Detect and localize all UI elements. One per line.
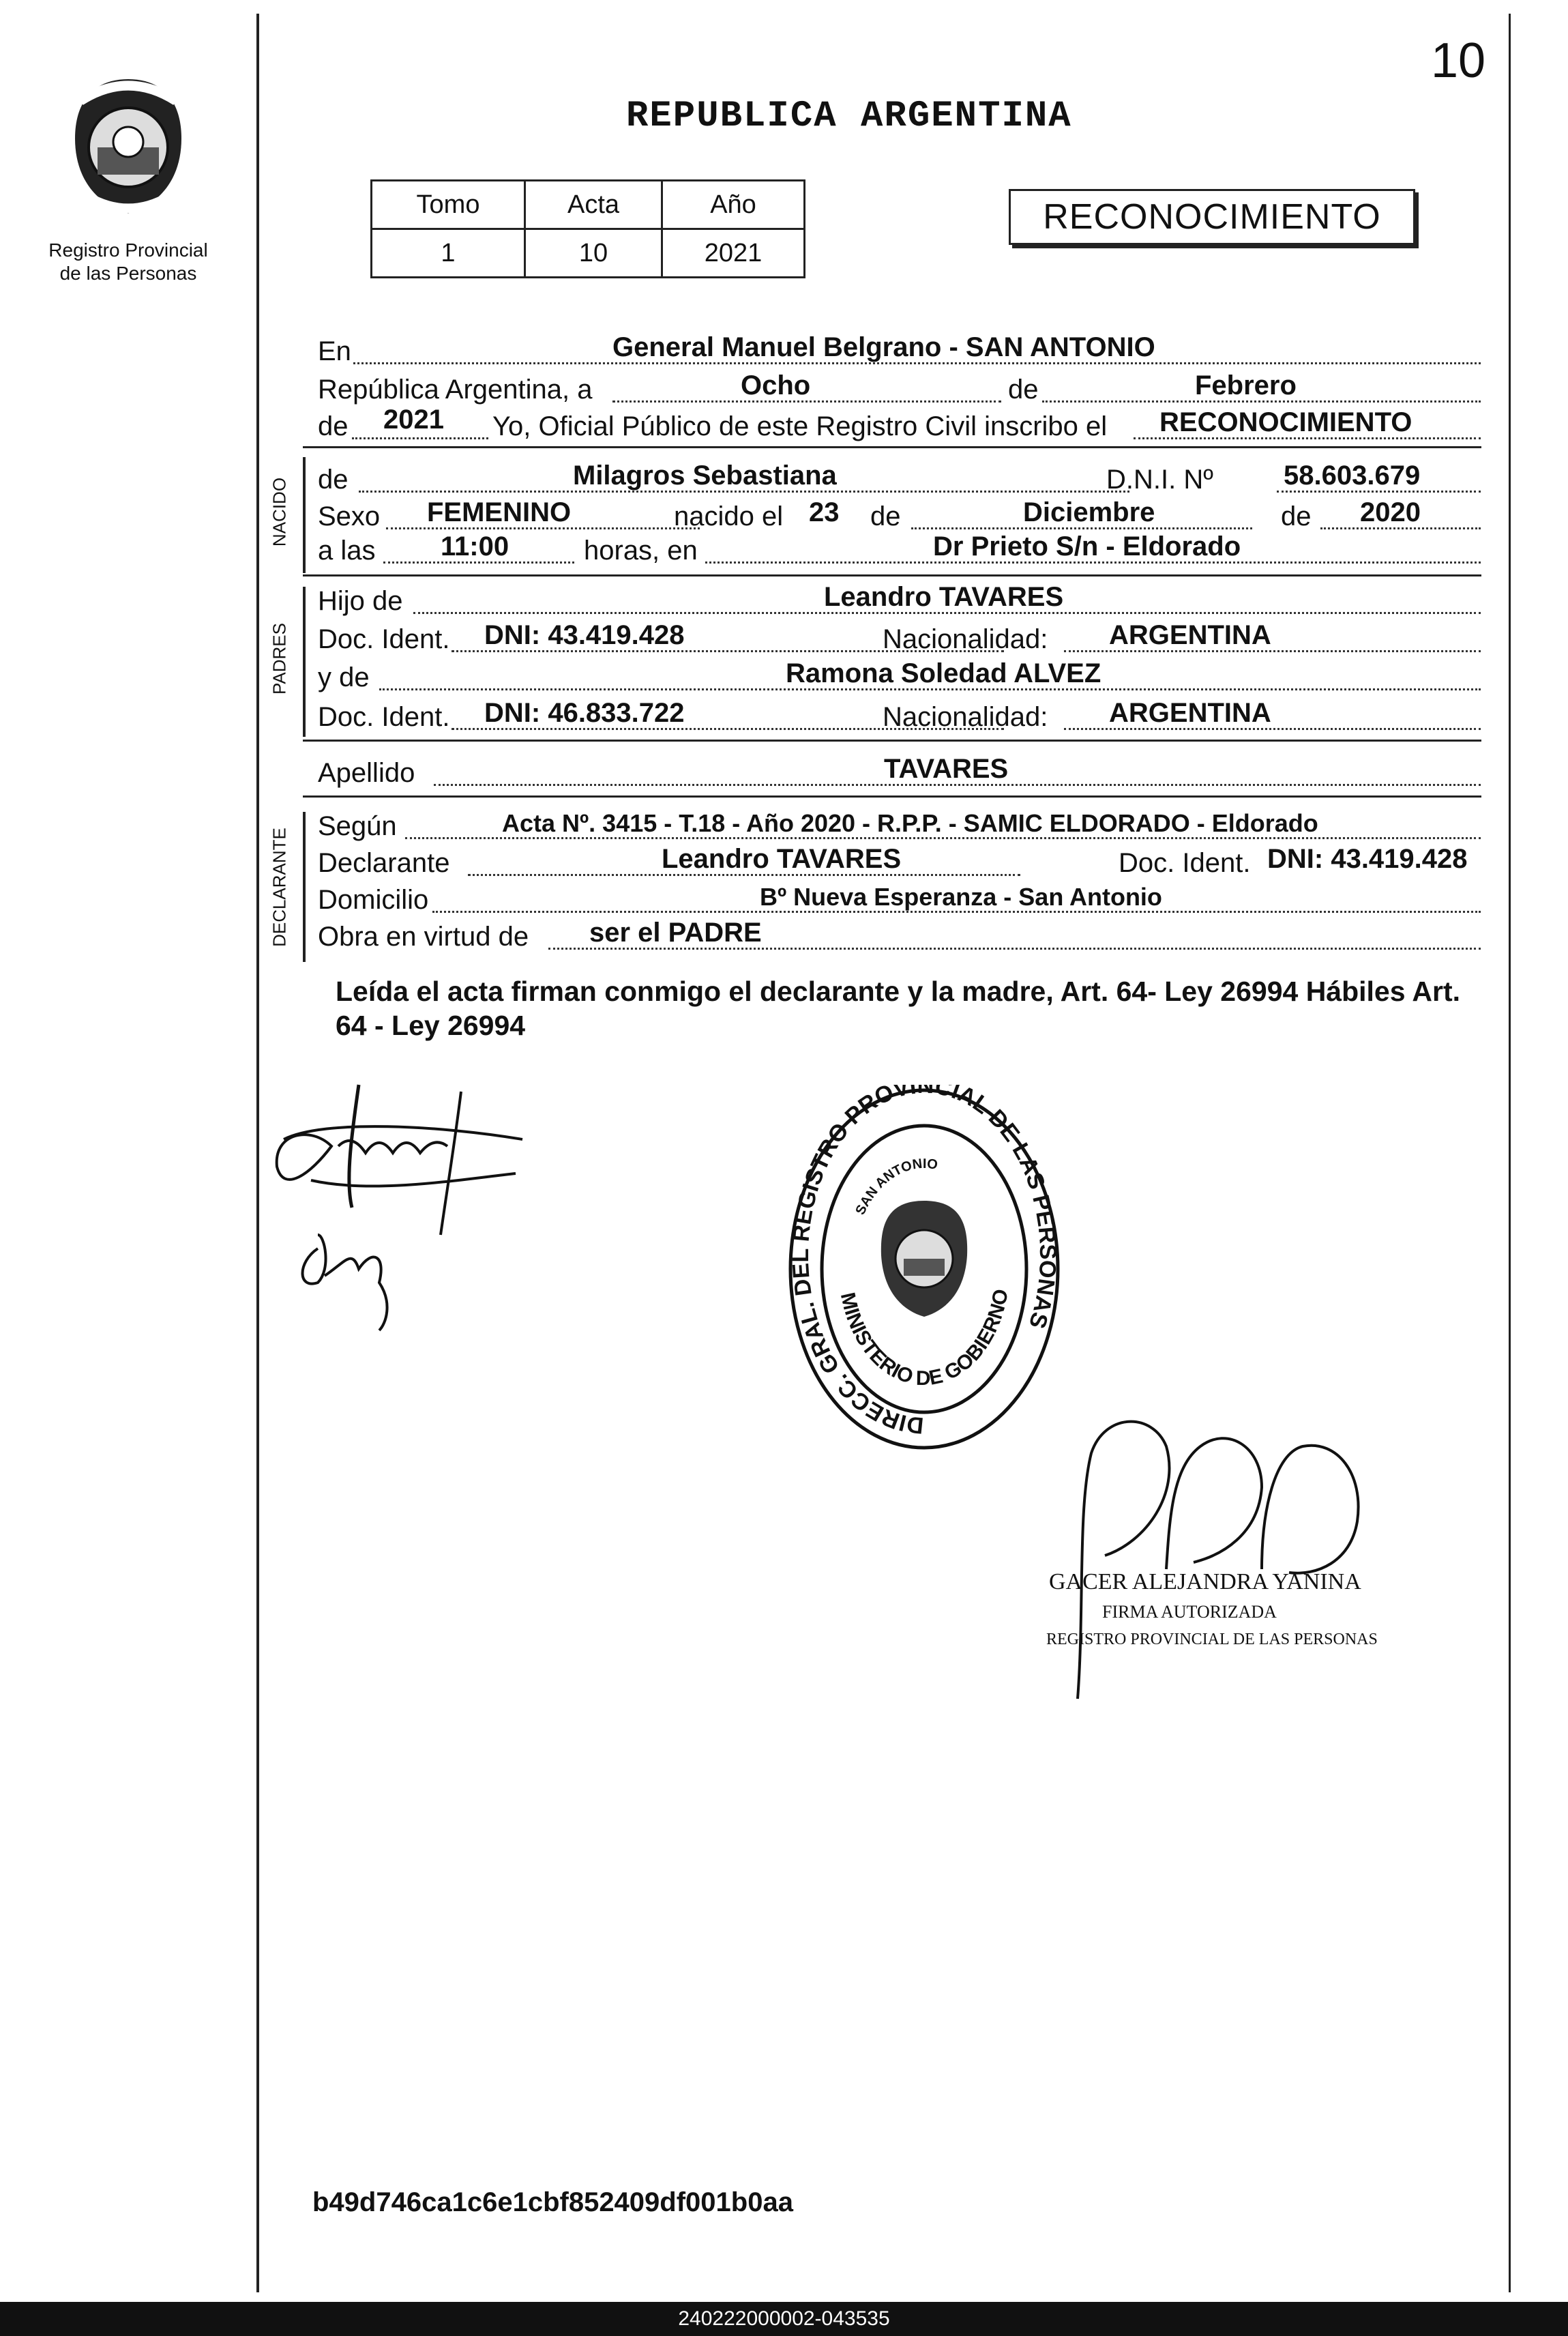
- official-stamp: [784, 1085, 1064, 1453]
- en-value: General Manuel Belgrano - SAN ANTONIO: [612, 332, 1155, 362]
- registry-name-line2: de las Personas: [59, 263, 197, 284]
- row-republica: [318, 370, 1481, 407]
- closing-statement: Leída el acta firman conmigo el declarante y la madre, Art. 64- Ley 26994 Hábiles Art. 64 - Ley 26994: [336, 976, 1461, 1041]
- birth-month: Diciembre: [1023, 497, 1155, 527]
- right-margin-line: [1509, 14, 1511, 2292]
- declarante-section-label: DECLARANTE: [269, 828, 290, 947]
- month-value: Febrero: [1195, 370, 1297, 400]
- padres-bracket: [303, 587, 306, 737]
- separator-intro: [303, 446, 1481, 448]
- anio-header: Año: [662, 181, 805, 229]
- declarant-signatures: [270, 1078, 543, 1337]
- declarante-doc-label: Doc. Ident.: [1119, 848, 1251, 878]
- row-mother-doc: [318, 700, 1481, 734]
- anio-value: 2021: [662, 229, 805, 278]
- official-signature: [1064, 1405, 1378, 1706]
- official-role: FIRMA AUTORIZADA: [1102, 1602, 1277, 1622]
- declarante-doc: DNI: 43.419.428: [1267, 844, 1468, 874]
- footer-code: 240222000002-043535: [0, 2302, 1568, 2336]
- row-hijo-de: [318, 584, 1481, 618]
- row-obra: [318, 920, 1481, 954]
- father-nationality: ARGENTINA: [1109, 620, 1271, 650]
- hijo-de-label: Hijo de: [318, 586, 403, 616]
- official-name: GACER ALEJANDRA YANINA: [1049, 1569, 1361, 1594]
- segun-value: Acta Nº. 3415 - T.18 - Año 2020 - R.P.P. - SAMIC ELDORADO - Eldorado: [502, 809, 1318, 837]
- child-name: Milagros Sebastiana: [573, 461, 837, 491]
- apellido-label: Apellido: [318, 758, 415, 788]
- y-de-label: y de: [318, 662, 370, 692]
- mother-nat-label: Nacionalidad:: [883, 702, 1048, 732]
- acta-value: 10: [525, 229, 662, 278]
- tomo-value: 1: [372, 229, 525, 278]
- declarante-label: Declarante: [318, 848, 450, 878]
- father-doc: DNI: 43.419.428: [484, 620, 685, 650]
- row-father-doc: [318, 622, 1481, 656]
- sexo-label: Sexo: [318, 501, 381, 531]
- horas-en-label: horas, en: [584, 536, 698, 566]
- birth-de-label: de: [870, 501, 901, 531]
- document-hash: b49d746ca1c6e1cbf852409df001b0aa: [312, 2187, 793, 2217]
- declarante-bracket: [303, 812, 306, 962]
- mother-nationality: ARGENTINA: [1109, 698, 1271, 728]
- row-year: [318, 405, 1481, 443]
- page-number: 10: [1431, 33, 1486, 88]
- dni-label: D.N.I. Nº: [1106, 465, 1213, 495]
- domicilio-value: Bº Nueva Esperanza - San Antonio: [760, 883, 1162, 911]
- registry-name: [33, 239, 224, 285]
- father-nat-label: Nacionalidad:: [883, 624, 1048, 654]
- nacido-bracket: [303, 457, 306, 573]
- separator-padres: [303, 740, 1481, 742]
- document-title: REPUBLICA ARGENTINA: [626, 96, 1072, 137]
- record-table-header-row: [372, 181, 805, 229]
- official-organization: REGISTRO PROVINCIAL DE LAS PERSONAS: [1046, 1631, 1378, 1648]
- alas-label: a las: [318, 536, 376, 566]
- row-domicilio: [318, 883, 1481, 917]
- birth-place: Dr Prieto S/n - Eldorado: [933, 531, 1241, 561]
- segun-label: Según: [318, 811, 397, 841]
- year-value: 2021: [383, 405, 444, 435]
- birth-year: 2020: [1360, 497, 1421, 527]
- birth-de2-label: de: [1281, 501, 1312, 531]
- child-dni: 58.603.679: [1284, 461, 1421, 491]
- domicilio-label: Domicilio: [318, 885, 429, 915]
- separator-nacido: [303, 574, 1481, 576]
- nacido-de-label: de: [318, 465, 349, 495]
- sexo-value: FEMENINO: [427, 497, 572, 527]
- document-type-box: RECONOCIMIENTO: [1009, 189, 1415, 245]
- row-y-de: [318, 660, 1481, 695]
- record-table-value-row: [372, 229, 805, 278]
- separator-apellido: [303, 795, 1481, 798]
- row-sexo: [318, 499, 1481, 534]
- declarante-name: Leandro TAVARES: [662, 844, 902, 874]
- birth-day: 23: [809, 497, 840, 527]
- mother-doc: DNI: 46.833.722: [484, 698, 685, 728]
- father-name: Leandro TAVARES: [824, 582, 1064, 612]
- father-doc-label: Doc. Ident.: [318, 624, 450, 654]
- row-nacido-name: [318, 463, 1481, 497]
- registry-name-line1: Registro Provincial: [48, 239, 208, 261]
- record-table: [370, 179, 805, 278]
- day-value: Ocho: [741, 370, 811, 400]
- nacido-section-label: NACIDO: [269, 477, 290, 547]
- misiones-coat-of-arms-logo: [60, 74, 196, 220]
- tomo-header: Tomo: [372, 181, 525, 229]
- obra-value: ser el PADRE: [589, 918, 762, 948]
- de-label: de: [1008, 375, 1039, 405]
- obra-label: Obra en virtud de: [318, 922, 529, 952]
- row-hora: [318, 531, 1481, 568]
- row-apellido: [318, 756, 1481, 790]
- act-value: RECONOCIMIENTO: [1159, 407, 1412, 437]
- stamp-outer-text: DIRECC. GRAL. DEL REGISTRO PROVINCIAL DE LAS PERSONAS: [788, 1085, 1061, 1439]
- mother-name: Ramona Soledad ALVEZ: [786, 658, 1101, 688]
- padres-section-label: PADRES: [269, 623, 290, 695]
- stamp-inner-top: SAN ANTONIO: [853, 1156, 939, 1218]
- row-segun: [318, 809, 1481, 843]
- nacido-el-label: nacido el: [674, 501, 784, 531]
- left-margin-line: [256, 14, 259, 2292]
- en-label: En: [318, 336, 351, 366]
- yo-text: Yo, Oficial Público de este Registro Civil inscribo el: [492, 411, 1108, 441]
- acta-header: Acta: [525, 181, 662, 229]
- mother-doc-label: Doc. Ident.: [318, 702, 450, 732]
- birth-hour: 11:00: [441, 531, 509, 561]
- republica-label: República Argentina, a: [318, 375, 593, 405]
- stamp-inner-bottom: MINISTERIO DE GOBIERNO: [835, 1287, 1013, 1390]
- row-en: [318, 334, 1481, 368]
- de2-label: de: [318, 411, 349, 441]
- row-declarante: [318, 846, 1481, 880]
- apellido-value: TAVARES: [884, 754, 1009, 784]
